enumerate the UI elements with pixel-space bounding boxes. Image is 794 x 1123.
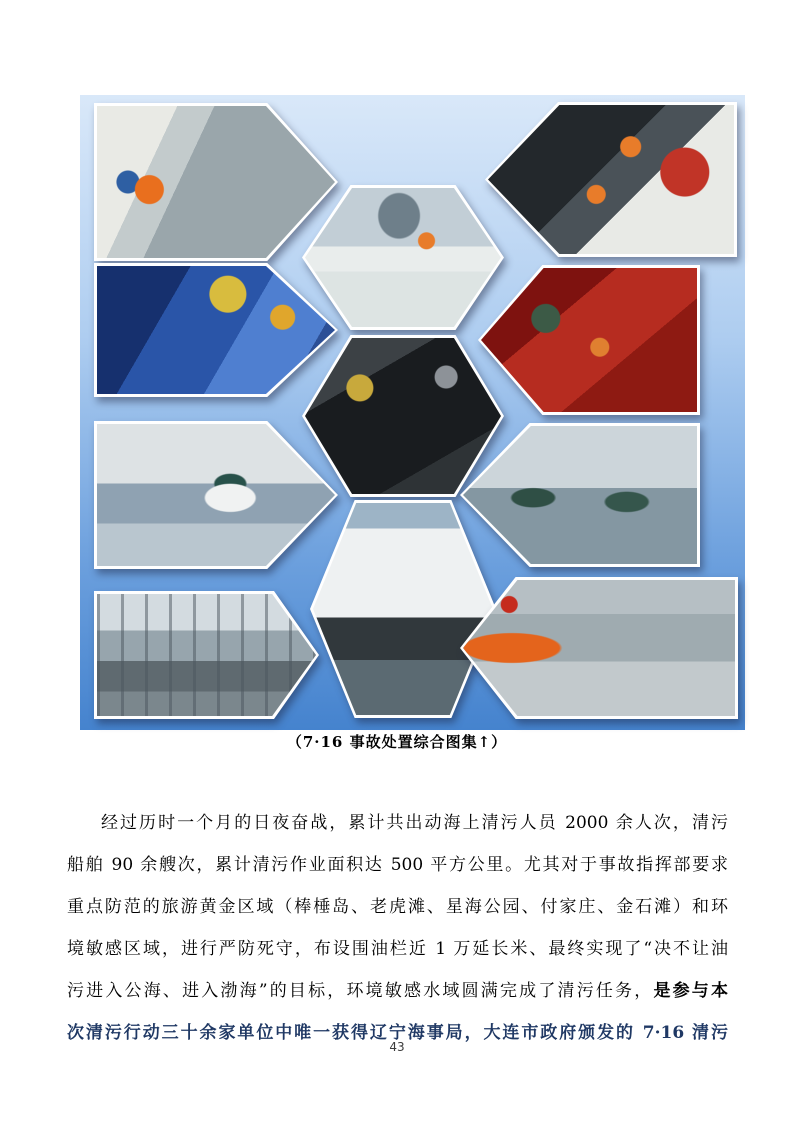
body-paragraph xyxy=(67,802,728,1054)
photo-image xyxy=(488,105,734,254)
paragraph-text: 污进入公海、进入渤海”的目标，环境敏感水域圆满完成了清污任务， xyxy=(67,981,654,1001)
paragraph-text-bold: 是参与本 xyxy=(653,981,728,1001)
photo-collage-panel xyxy=(80,95,745,730)
photo-image xyxy=(463,580,735,716)
photo-image xyxy=(97,106,335,258)
photo-oil-boom xyxy=(485,102,737,257)
paragraph-line: 重点防范的旅游黄金区域（棒棰岛、老虎滩、星海公园、付家庄、金石滩）和环 xyxy=(67,897,728,917)
photo-pier-bridge xyxy=(94,591,319,719)
paragraph-line: 境敏感区域，进行严防死守，布设围油栏近 1 万延长米、最终实现了“决不让油 xyxy=(67,939,728,959)
page-number: 43 xyxy=(389,1040,405,1054)
paragraph-line: 经过历时一个月的日夜奋战，累计共出动海上清污人员 2000 余人次，清污 xyxy=(101,813,728,833)
photo-red-tarps xyxy=(478,265,700,415)
photo-image xyxy=(97,424,335,566)
photo-image xyxy=(481,268,697,412)
photo-hose-spray xyxy=(460,577,738,719)
photo-tug-industrial xyxy=(94,421,338,569)
photo-image xyxy=(97,594,316,716)
photo-two-tugs xyxy=(460,423,700,567)
collage-caption: （7·16 事故处置综合图集↑） xyxy=(286,733,508,751)
paragraph-line xyxy=(67,970,728,1012)
paragraph-line: 船舶 90 余艘次，累计清污作业面积达 500 平方公里。尤其对于事故指挥部要求 xyxy=(67,855,728,875)
photo-image xyxy=(97,266,335,394)
photo-image xyxy=(463,426,697,564)
paragraph-line-highlight: 次清污行动三十余家单位中唯一获得辽宁海事局，大连市政府颁发的 7·16 清污 xyxy=(67,1023,728,1043)
